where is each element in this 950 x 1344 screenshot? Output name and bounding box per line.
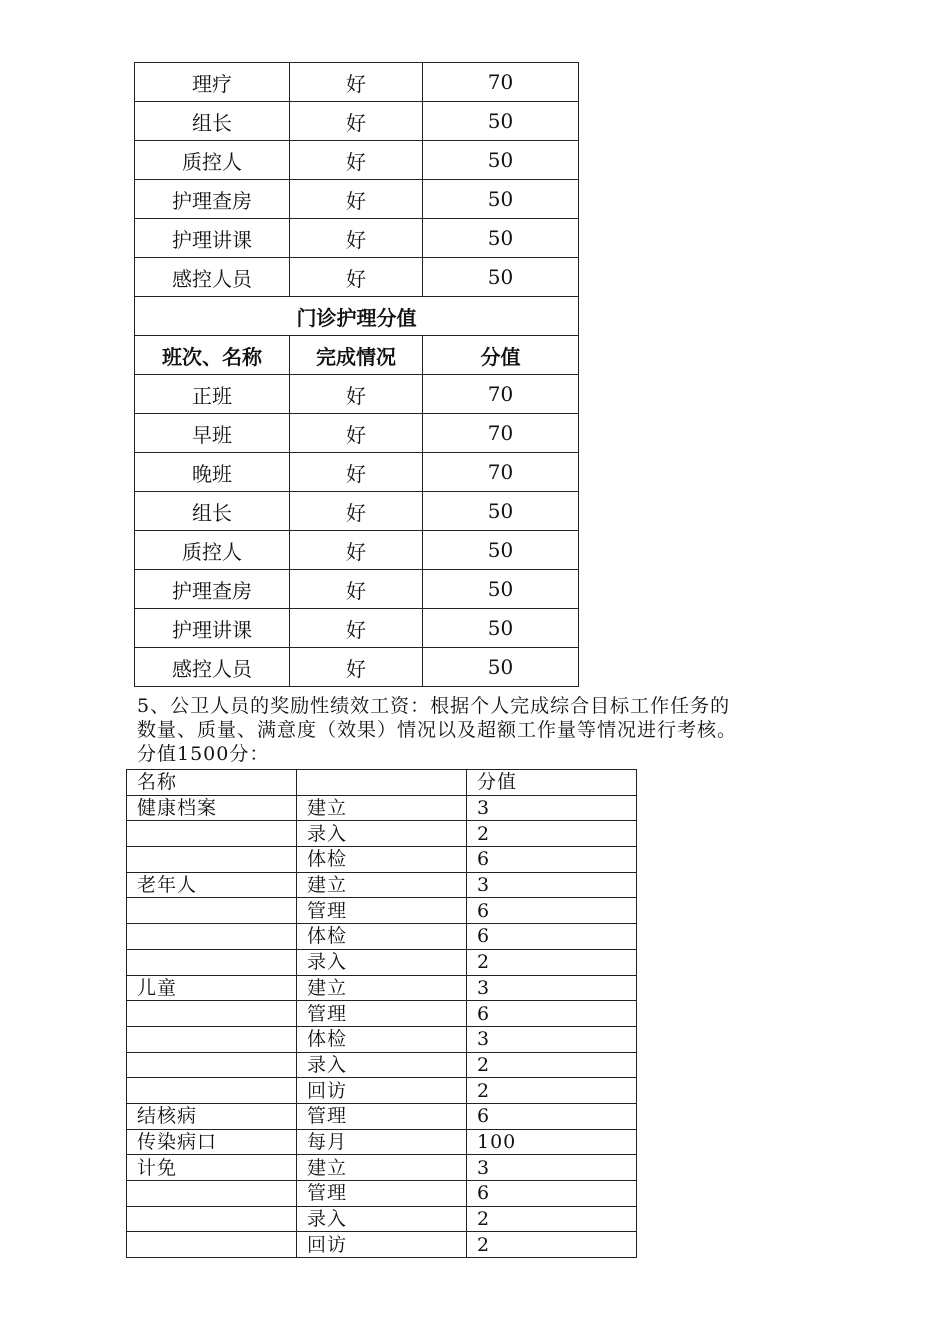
table-row — [135, 375, 579, 414]
table-row — [127, 1181, 637, 1207]
paragraph-line: 分值1500分： — [137, 743, 270, 765]
table-cell: 结核病 — [127, 1103, 297, 1129]
table-cell: 健康档案 — [127, 795, 297, 821]
table-cell: 6 — [467, 847, 637, 873]
table-cell: 建立 — [297, 975, 467, 1001]
table-row — [127, 975, 637, 1001]
table-cell: 好 — [290, 531, 423, 570]
table-row — [135, 63, 579, 102]
table-cell: 管理 — [297, 1001, 467, 1027]
table-cell — [127, 1052, 297, 1078]
table-cell: 体检 — [297, 847, 467, 873]
table-row — [127, 1103, 637, 1129]
table-cell: 3 — [467, 1155, 637, 1181]
table-header-row — [135, 336, 579, 375]
table-cell — [127, 821, 297, 847]
paragraph-line: 数量、质量、满意度（效果）情况以及超额工作量等情况进行考核。 — [137, 719, 738, 741]
table-cell: 好 — [290, 648, 423, 687]
table-row — [127, 795, 637, 821]
table-cell: 护理查房 — [135, 570, 290, 609]
table-cell: 录入 — [297, 949, 467, 975]
table-row — [127, 924, 637, 950]
table-cell: 6 — [467, 1103, 637, 1129]
table-row — [135, 102, 579, 141]
table-cell: 50 — [423, 609, 579, 648]
table-cell: 感控人员 — [135, 258, 290, 297]
table-cell: 好 — [290, 375, 423, 414]
table-row — [135, 414, 579, 453]
table-cell: 质控人 — [135, 141, 290, 180]
table-cell: 班次、名称 — [135, 336, 290, 375]
table-cell: 100 — [467, 1129, 637, 1155]
table-cell: 回访 — [297, 1078, 467, 1104]
table-cell: 50 — [423, 570, 579, 609]
table-row — [135, 570, 579, 609]
table-cell: 50 — [423, 141, 579, 180]
table-cell: 分值 — [467, 770, 637, 796]
table-header-row — [127, 770, 637, 796]
table-row — [135, 531, 579, 570]
table-cell: 2 — [467, 821, 637, 847]
table-cell — [127, 1026, 297, 1052]
table-cell: 管理 — [297, 898, 467, 924]
table-row — [127, 1026, 637, 1052]
public-health-score-table — [126, 769, 637, 1258]
table-cell: 感控人员 — [135, 648, 290, 687]
table-row — [127, 1052, 637, 1078]
table-cell: 好 — [290, 570, 423, 609]
table-cell: 好 — [290, 180, 423, 219]
table-cell: 3 — [467, 795, 637, 821]
table-cell: 好 — [290, 141, 423, 180]
table-cell: 正班 — [135, 375, 290, 414]
table-cell — [127, 898, 297, 924]
table-row — [127, 1206, 637, 1232]
table-cell: 70 — [423, 63, 579, 102]
table-cell: 好 — [290, 258, 423, 297]
table-cell — [127, 1078, 297, 1104]
table-row — [127, 821, 637, 847]
table-cell: 50 — [423, 258, 579, 297]
table-cell: 50 — [423, 492, 579, 531]
table-cell: 建立 — [297, 1155, 467, 1181]
table-row — [135, 141, 579, 180]
table-row — [135, 453, 579, 492]
table-cell: 建立 — [297, 795, 467, 821]
table-cell: 好 — [290, 414, 423, 453]
table-cell: 质控人 — [135, 531, 290, 570]
section-title-row — [135, 297, 579, 336]
table-cell: 好 — [290, 453, 423, 492]
table-cell: 6 — [467, 1181, 637, 1207]
table-cell: 6 — [467, 898, 637, 924]
table-cell: 录入 — [297, 821, 467, 847]
table-cell: 3 — [467, 1026, 637, 1052]
table-cell: 门诊护理分值 — [135, 297, 579, 336]
table-cell: 晚班 — [135, 453, 290, 492]
paragraph-line: 5、公卫人员的奖励性绩效工资：根据个人完成综合目标工作任务的 — [137, 695, 731, 717]
table-cell: 2 — [467, 1052, 637, 1078]
table-cell: 好 — [290, 102, 423, 141]
table-cell: 护理讲课 — [135, 219, 290, 258]
table-row — [127, 1155, 637, 1181]
table-cell: 传染病口 — [127, 1129, 297, 1155]
table-row — [127, 898, 637, 924]
table-cell: 回访 — [297, 1232, 467, 1258]
table-cell: 分值 — [423, 336, 579, 375]
table-cell: 早班 — [135, 414, 290, 453]
table-cell: 2 — [467, 1206, 637, 1232]
table-cell: 好 — [290, 63, 423, 102]
table-cell: 护理查房 — [135, 180, 290, 219]
table-cell: 好 — [290, 492, 423, 531]
table-cell: 3 — [467, 872, 637, 898]
table-cell: 老年人 — [127, 872, 297, 898]
table-row — [127, 872, 637, 898]
table-row — [135, 219, 579, 258]
table-cell: 管理 — [297, 1103, 467, 1129]
table-row — [135, 492, 579, 531]
table-cell: 50 — [423, 180, 579, 219]
table-cell: 50 — [423, 219, 579, 258]
table-cell: 计免 — [127, 1155, 297, 1181]
table-row — [135, 648, 579, 687]
table-cell: 理疗 — [135, 63, 290, 102]
table-cell: 组长 — [135, 492, 290, 531]
table-row — [127, 1232, 637, 1258]
table-cell: 名称 — [127, 770, 297, 796]
table-cell — [127, 1181, 297, 1207]
table-cell — [127, 1232, 297, 1258]
table-cell: 3 — [467, 975, 637, 1001]
table-row — [127, 1129, 637, 1155]
table-cell: 70 — [423, 453, 579, 492]
nursing-score-table — [134, 62, 579, 687]
table-cell: 50 — [423, 648, 579, 687]
table-cell — [127, 949, 297, 975]
public-health-paragraph — [137, 694, 827, 766]
table-cell: 好 — [290, 219, 423, 258]
table-row — [127, 949, 637, 975]
table-cell: 体检 — [297, 1026, 467, 1052]
table-cell: 6 — [467, 1001, 637, 1027]
table-cell — [127, 1206, 297, 1232]
table-cell: 70 — [423, 414, 579, 453]
table-cell: 组长 — [135, 102, 290, 141]
table-cell: 2 — [467, 1232, 637, 1258]
table-cell: 每月 — [297, 1129, 467, 1155]
table-cell: 护理讲课 — [135, 609, 290, 648]
table-cell: 2 — [467, 949, 637, 975]
table-cell: 好 — [290, 609, 423, 648]
table-cell: 录入 — [297, 1052, 467, 1078]
table-cell: 6 — [467, 924, 637, 950]
table-cell — [127, 924, 297, 950]
table-cell: 体检 — [297, 924, 467, 950]
table-cell: 70 — [423, 375, 579, 414]
table-cell — [297, 770, 467, 796]
table-row — [127, 1001, 637, 1027]
table-cell: 建立 — [297, 872, 467, 898]
table-row — [135, 609, 579, 648]
table-cell: 录入 — [297, 1206, 467, 1232]
table-row — [135, 180, 579, 219]
table-row — [127, 1078, 637, 1104]
table-cell: 完成情况 — [290, 336, 423, 375]
table-cell — [127, 1001, 297, 1027]
table-cell: 管理 — [297, 1181, 467, 1207]
table-cell — [127, 847, 297, 873]
table-cell: 2 — [467, 1078, 637, 1104]
table-cell: 50 — [423, 531, 579, 570]
table-row — [135, 258, 579, 297]
table-cell: 儿童 — [127, 975, 297, 1001]
table-cell: 50 — [423, 102, 579, 141]
table-row — [127, 847, 637, 873]
